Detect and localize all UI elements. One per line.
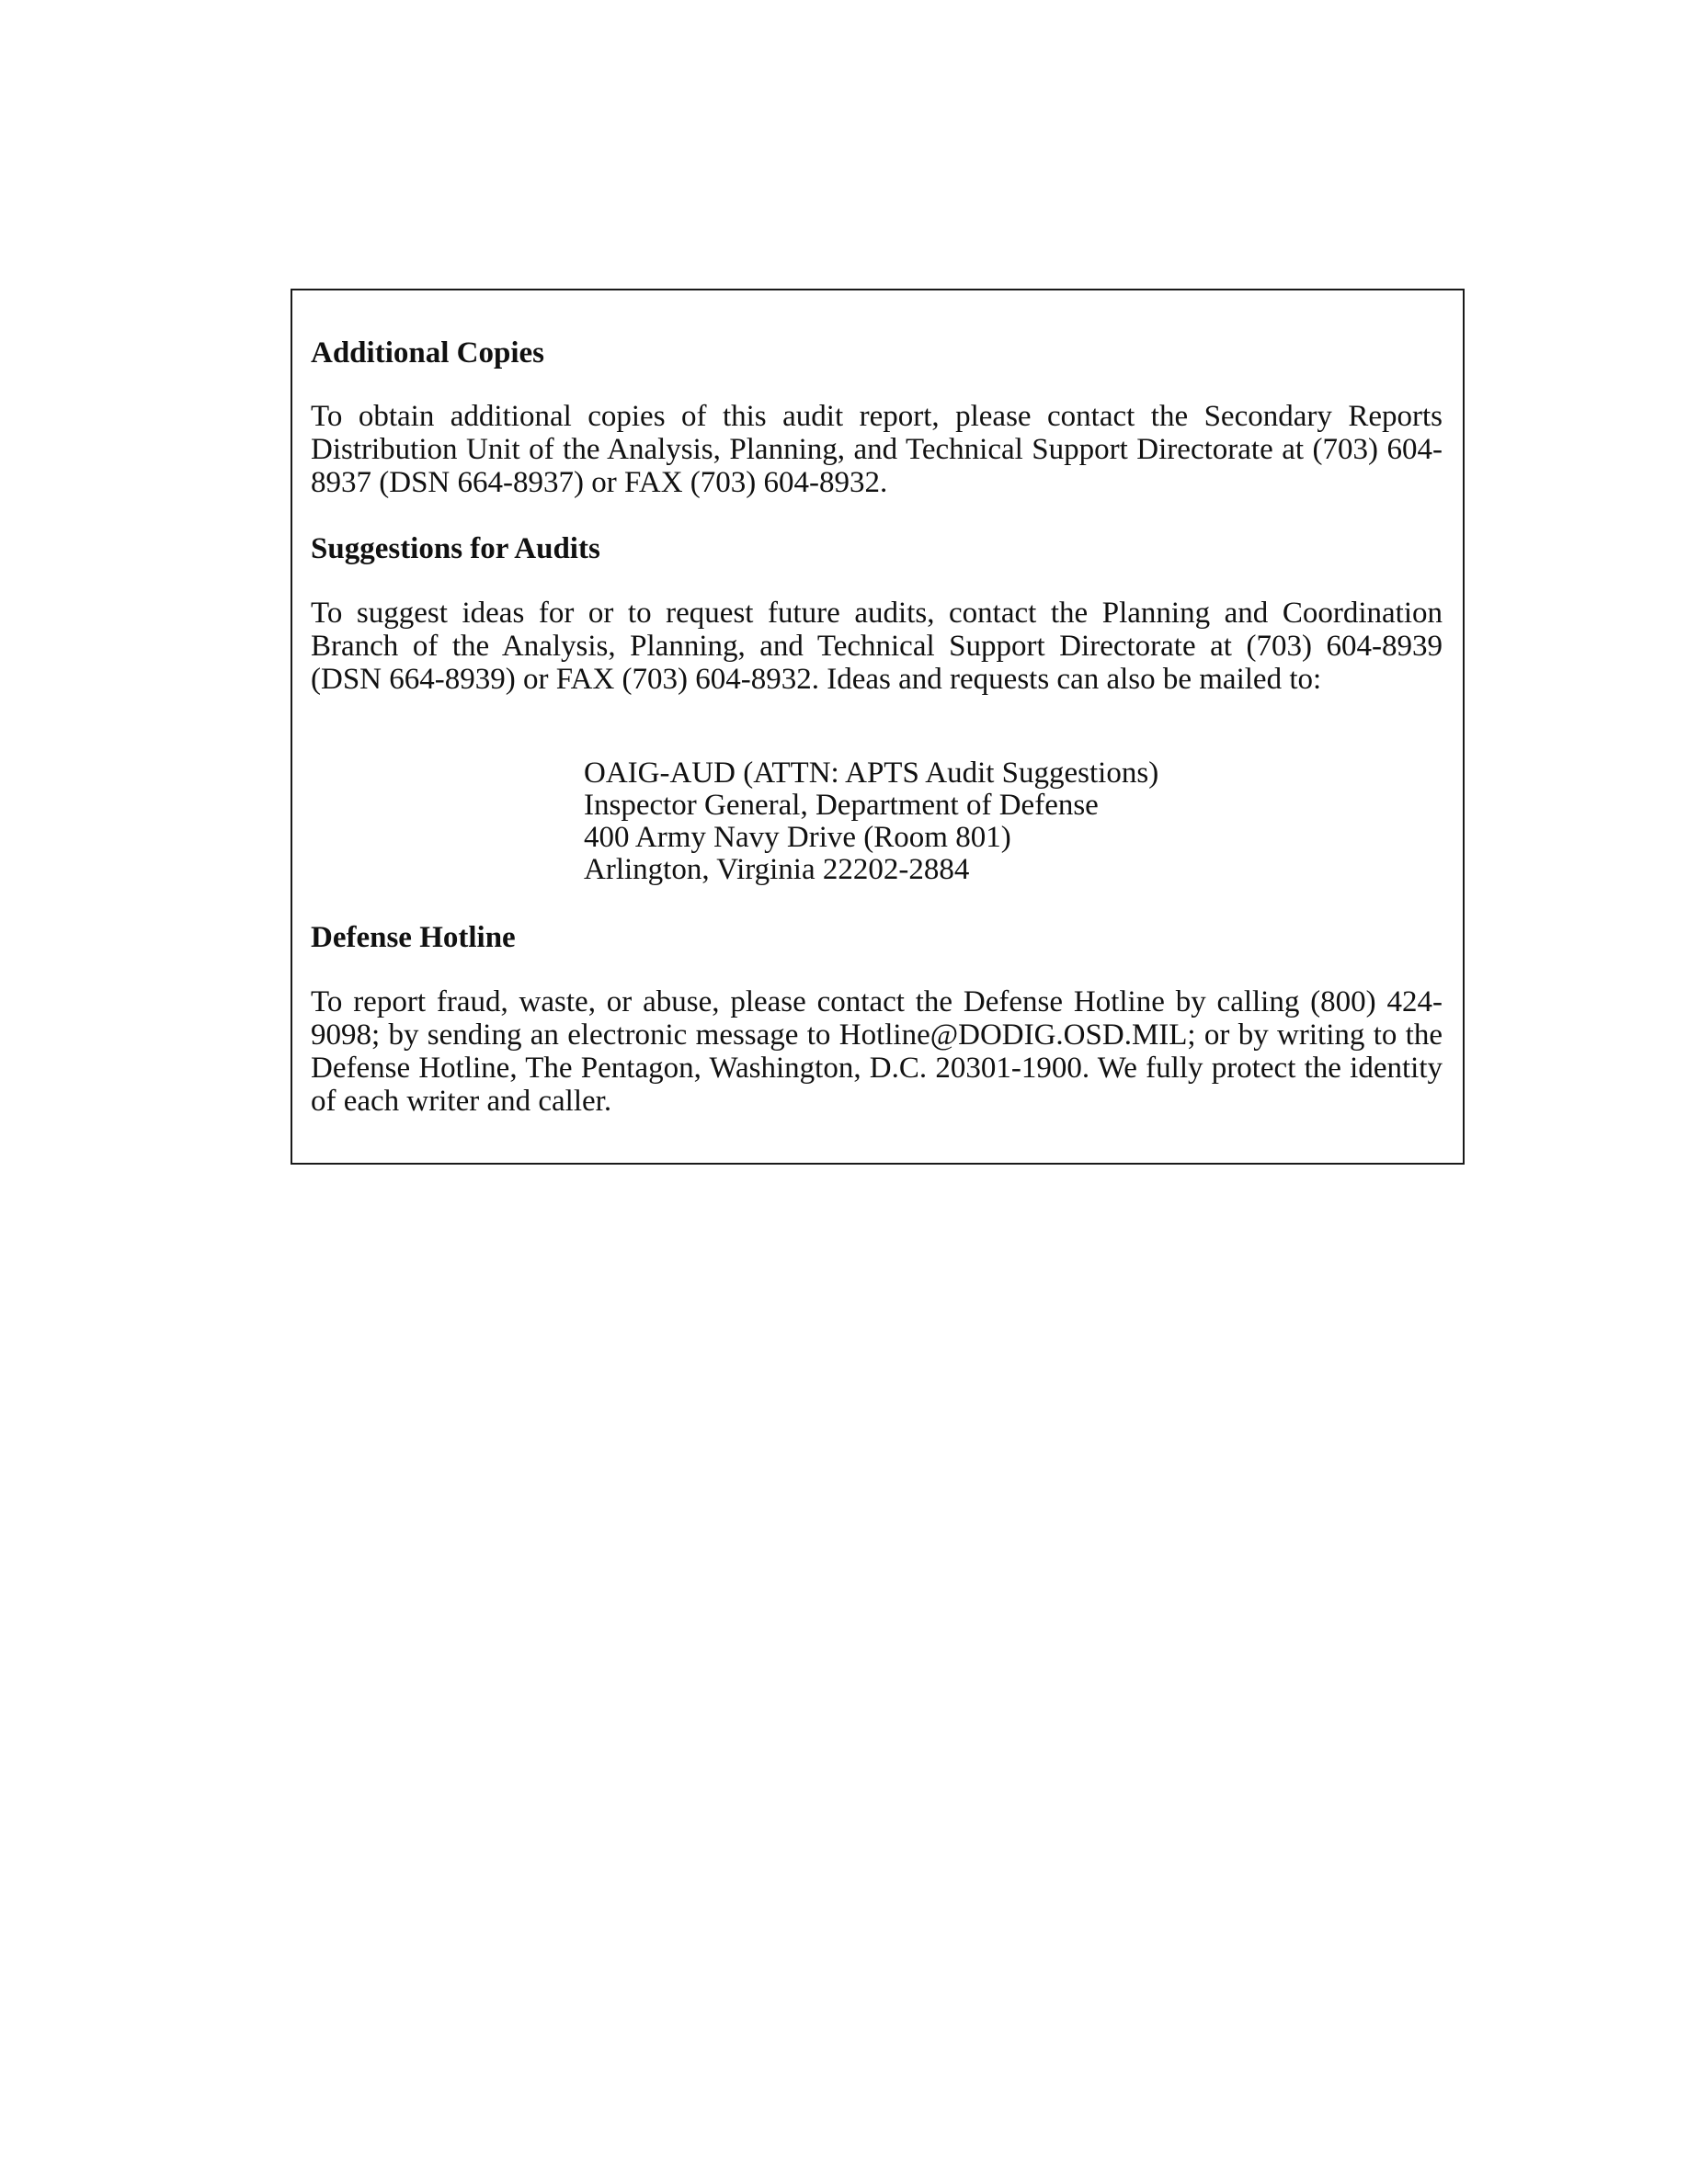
- address-line: Inspector General, Department of Defense: [584, 789, 1099, 822]
- additional-copies-text: To obtain additional copies of this audit report, please contact the Secondary Reports Distribution Unit of the Analysis, Planning, and Technical Support Directorate at (703) 604-8937 (DSN 664-8937) or FAX (703) 604-8932.: [311, 400, 1443, 499]
- address-line: OAIG-AUD (ATTN: APTS Audit Suggestions): [584, 756, 1159, 790]
- information-box: [291, 289, 1465, 1165]
- mailing-address: [584, 757, 1158, 886]
- address-line: Arlington, Virginia 22202-2884: [584, 853, 970, 886]
- suggestions-heading: Suggestions for Audits: [311, 532, 600, 565]
- suggestions-text: To suggest ideas for or to request future audits, contact the Planning and Coordination Branch of the Analysis, Planning, and Technical Support Directorate at (703) 604-8939 (DSN 664-8939) or FAX (703) 604-8932. Ideas and requests can also be mailed to:: [311, 597, 1443, 696]
- address-line: 400 Army Navy Drive (Room 801): [584, 821, 1011, 854]
- additional-copies-heading: Additional Copies: [311, 336, 544, 370]
- defense-hotline-heading: Defense Hotline: [311, 921, 516, 954]
- defense-hotline-text: To report fraud, waste, or abuse, please contact the Defense Hotline by calling (800) 424-9098; by sending an electronic message to Hotline@DODIG.OSD.MIL; or by writing to the Defense Hotline, The Pentagon, Washington, D.C. 20301-1900. We fully protect the identity of each writer and caller.: [311, 985, 1443, 1118]
